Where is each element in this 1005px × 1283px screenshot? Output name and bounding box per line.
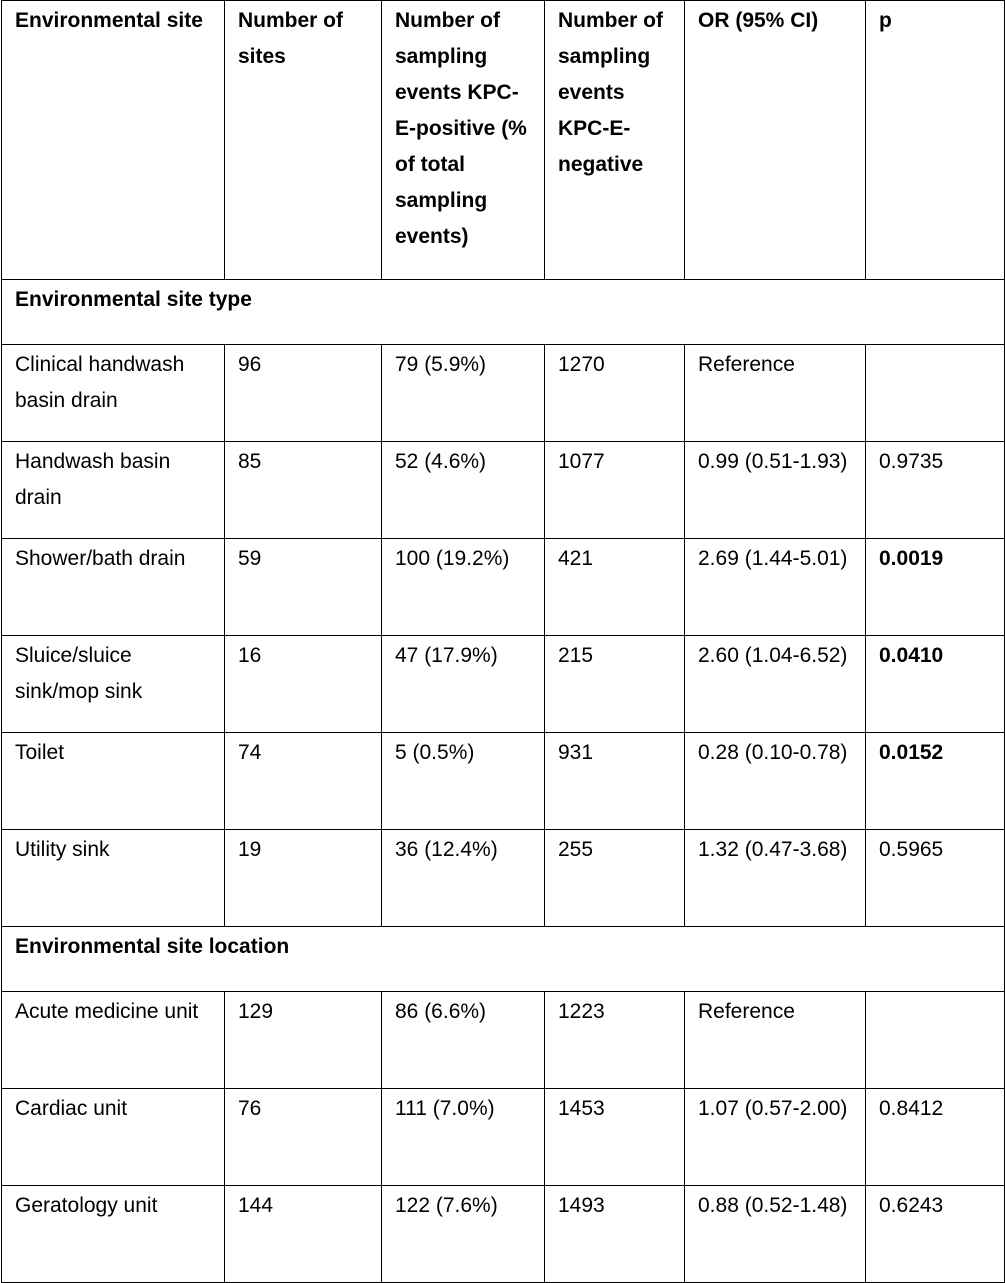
section-title: Environmental site location — [2, 927, 1005, 992]
cell-kpc-negative: 931 — [545, 733, 685, 830]
table-row — [2, 345, 1005, 442]
cell-kpc-negative: 1453 — [545, 1089, 685, 1186]
cell-number-of-sites: 19 — [225, 830, 382, 927]
cell-or-ci: 0.88 (0.52-1.48) — [685, 1186, 866, 1283]
cell-number-of-sites: 74 — [225, 733, 382, 830]
column-header-kpc-negative: Number of sampling events KPC-E-negative — [545, 1, 685, 280]
cell-kpc-positive: 100 (19.2%) — [382, 539, 545, 636]
cell-kpc-negative: 1493 — [545, 1186, 685, 1283]
cell-number-of-sites: 144 — [225, 1186, 382, 1283]
cell-number-of-sites: 96 — [225, 345, 382, 442]
column-header-environmental-site: Environmental site — [2, 1, 225, 280]
column-header-p: p — [866, 1, 1005, 280]
section-header-row — [2, 927, 1005, 992]
cell-number-of-sites: 76 — [225, 1089, 382, 1186]
cell-kpc-negative: 1077 — [545, 442, 685, 539]
table-row — [2, 539, 1005, 636]
cell-kpc-positive: 111 (7.0%) — [382, 1089, 545, 1186]
cell-or-ci: 0.99 (0.51-1.93) — [685, 442, 866, 539]
cell-kpc-negative: 255 — [545, 830, 685, 927]
cell-kpc-negative: 215 — [545, 636, 685, 733]
cell-site: Cardiac unit — [2, 1089, 225, 1186]
table-body — [2, 280, 1005, 1283]
cell-site: Geratology unit — [2, 1186, 225, 1283]
cell-p-value — [866, 992, 1005, 1089]
table-row — [2, 992, 1005, 1089]
cell-p-value: 0.0152 — [866, 733, 1005, 830]
cell-kpc-positive: 36 (12.4%) — [382, 830, 545, 927]
cell-kpc-positive: 79 (5.9%) — [382, 345, 545, 442]
table-row — [2, 1186, 1005, 1283]
results-table — [1, 0, 1005, 1283]
cell-kpc-negative: 421 — [545, 539, 685, 636]
section-header-row — [2, 280, 1005, 345]
cell-kpc-positive: 86 (6.6%) — [382, 992, 545, 1089]
cell-site: Clinical handwash basin drain — [2, 345, 225, 442]
column-header-or-ci: OR (95% CI) — [685, 1, 866, 280]
column-header-number-of-sites: Number of sites — [225, 1, 382, 280]
cell-or-ci: Reference — [685, 345, 866, 442]
cell-kpc-negative: 1223 — [545, 992, 685, 1089]
cell-p-value: 0.9735 — [866, 442, 1005, 539]
cell-p-value: 0.6243 — [866, 1186, 1005, 1283]
section-title: Environmental site type — [2, 280, 1005, 345]
column-header-kpc-positive: Number of sampling events KPC-E-positive (% of total sampling events) — [382, 1, 545, 280]
cell-p-value: 0.0019 — [866, 539, 1005, 636]
table-row — [2, 636, 1005, 733]
table-row — [2, 830, 1005, 927]
cell-kpc-positive: 122 (7.6%) — [382, 1186, 545, 1283]
cell-site: Handwash basin drain — [2, 442, 225, 539]
cell-site: Acute medicine unit — [2, 992, 225, 1089]
cell-number-of-sites: 85 — [225, 442, 382, 539]
cell-kpc-positive: 47 (17.9%) — [382, 636, 545, 733]
cell-number-of-sites: 16 — [225, 636, 382, 733]
cell-site: Shower/bath drain — [2, 539, 225, 636]
cell-number-of-sites: 59 — [225, 539, 382, 636]
header-row — [2, 1, 1005, 280]
cell-or-ci: 2.60 (1.04-6.52) — [685, 636, 866, 733]
table-row — [2, 442, 1005, 539]
cell-site: Utility sink — [2, 830, 225, 927]
cell-or-ci: Reference — [685, 992, 866, 1089]
cell-number-of-sites: 129 — [225, 992, 382, 1089]
cell-p-value: 0.5965 — [866, 830, 1005, 927]
cell-or-ci: 2.69 (1.44-5.01) — [685, 539, 866, 636]
table-row — [2, 733, 1005, 830]
cell-site: Toilet — [2, 733, 225, 830]
cell-p-value: 0.0410 — [866, 636, 1005, 733]
cell-or-ci: 1.32 (0.47-3.68) — [685, 830, 866, 927]
cell-p-value — [866, 345, 1005, 442]
cell-or-ci: 1.07 (0.57-2.00) — [685, 1089, 866, 1186]
cell-p-value: 0.8412 — [866, 1089, 1005, 1186]
cell-or-ci: 0.28 (0.10-0.78) — [685, 733, 866, 830]
cell-site: Sluice/sluice sink/mop sink — [2, 636, 225, 733]
table-row — [2, 1089, 1005, 1186]
cell-kpc-positive: 5 (0.5%) — [382, 733, 545, 830]
cell-kpc-negative: 1270 — [545, 345, 685, 442]
cell-kpc-positive: 52 (4.6%) — [382, 442, 545, 539]
